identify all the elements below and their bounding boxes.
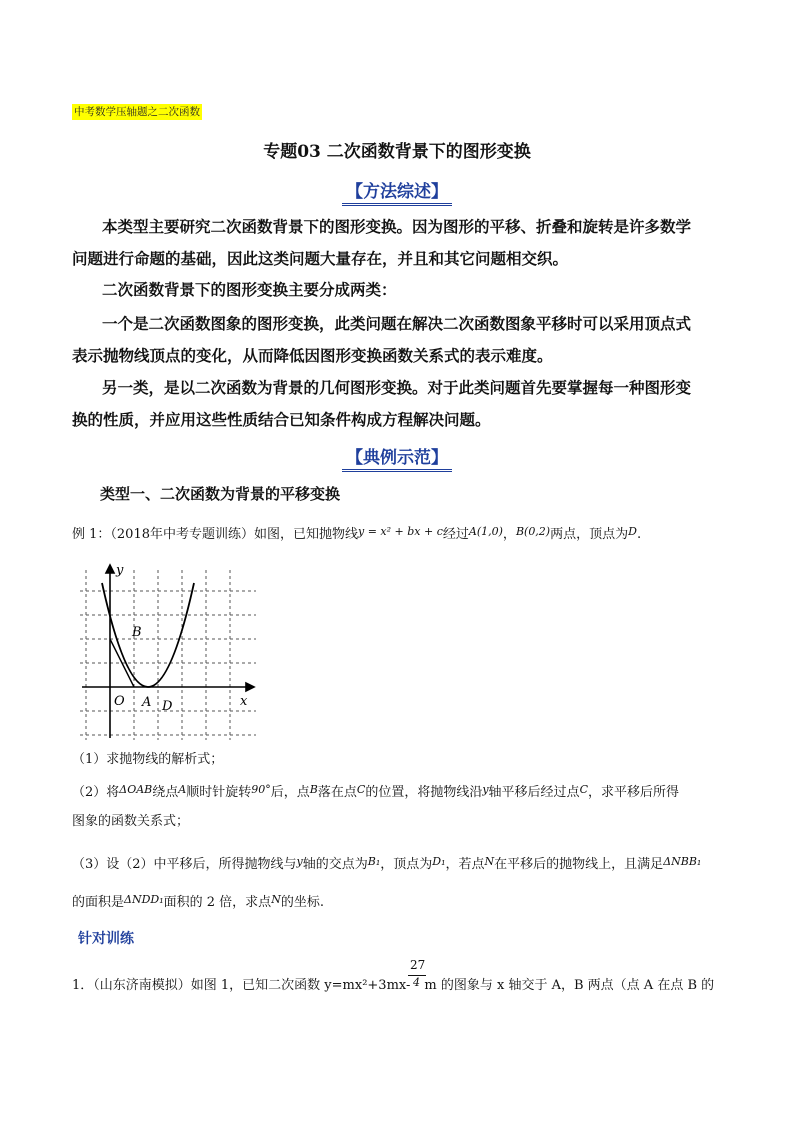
- label-B: B: [132, 625, 142, 640]
- page-title: 专题03 二次函数背景下的图形变换: [263, 142, 531, 162]
- question-3: （3）设（2）中平移后，所得抛物线与$^y$轴的交点为$^{B_1}$，顶点为$^{D_1}$，若点$^N$在平移后的抛物线上，且满足$^{\Delta NBB_1}$: [72, 855, 702, 872]
- method-paragraph-1: 本类型主要研究二次函数背景下的图形变换。因为图形的平移、折叠和旋转是许多数学: [102, 217, 692, 236]
- method-paragraph-4-cont: 换的性质，并应用这些性质结合已知条件构成方程解决问题。: [72, 410, 491, 429]
- label-D: D: [162, 699, 173, 714]
- y-axis-arrow: [106, 565, 114, 573]
- label-A: A: [142, 695, 152, 710]
- training-heading: 针对训练: [78, 931, 134, 947]
- question-2-cont: 图象的函数关系式；: [72, 814, 190, 829]
- label-x: x: [240, 694, 248, 709]
- example1-statement: 例 1：（2018年中考专题训练）如图，已知抛物线$^{y = x^2 + bx + c}$经过$^{A(1,0)}$，$^{B(0,2)}$两点，顶点为$^D$.: [72, 525, 642, 542]
- section-method-heading: [0, 177, 794, 202]
- parabola-formula: y = x² + bx + c: [358, 525, 443, 538]
- fraction-numerator: 27: [410, 958, 426, 972]
- method-paragraph-1-cont: 问题进行命题的基础，因此这类问题大量存在，并且和其它问题相交织。: [72, 249, 569, 268]
- section-method-label: 【方法综述】: [342, 182, 452, 206]
- method-paragraph-4: 另一类，是以二次函数为背景的几何图形变换。对于此类问题首先要掌握每一种图形变: [102, 378, 692, 397]
- header-tag: 中考数学压轴题之二次函数: [74, 106, 200, 118]
- grid-lines: [80, 570, 256, 740]
- fraction-denominator: 4: [413, 976, 420, 989]
- question-3-cont: 的面积是$^{\Delta NDD_1}$面积的 2 倍，求点$^N$的坐标.: [72, 893, 324, 910]
- method-paragraph-2: 二次函数背景下的图形变换主要分成两类：: [102, 280, 397, 299]
- section-example-label: 【典例示范】: [342, 448, 452, 472]
- section-example-heading: [0, 443, 794, 468]
- question-1: （1）求抛物线的解析式；: [72, 752, 224, 767]
- method-paragraph-3-cont: 表示抛物线顶点的变化，从而降低因图形变换函数关系式的表示难度。: [72, 346, 553, 365]
- x-axis-arrow: [246, 683, 254, 691]
- label-y: y: [116, 563, 124, 578]
- method-paragraph-3: 一个是二次函数图象的图形变换，此类问题在解决二次函数图象平移时可以采用顶点式: [102, 314, 692, 333]
- question-2: （2）将$^{\Delta OAB}$绕点$^A$顺时针旋转$^{90^\circ}$后，点$^B$落在点$^C$的位置，将抛物线沿$^y$轴平移后经过点$^C$，求平移后所得: [72, 783, 679, 800]
- problem-1-statement: 1．（山东济南模拟）如图 1，已知二次函数 y=mx²+3mx- m 的图象与 x 轴交于 A，B 两点（点 A 在点 B 的: [72, 978, 715, 993]
- parabola-curve: [102, 583, 194, 687]
- type1-heading: 类型一、二次函数为背景的平移变换: [100, 485, 341, 503]
- label-O: O: [114, 694, 125, 709]
- parabola-graph: [80, 560, 256, 740]
